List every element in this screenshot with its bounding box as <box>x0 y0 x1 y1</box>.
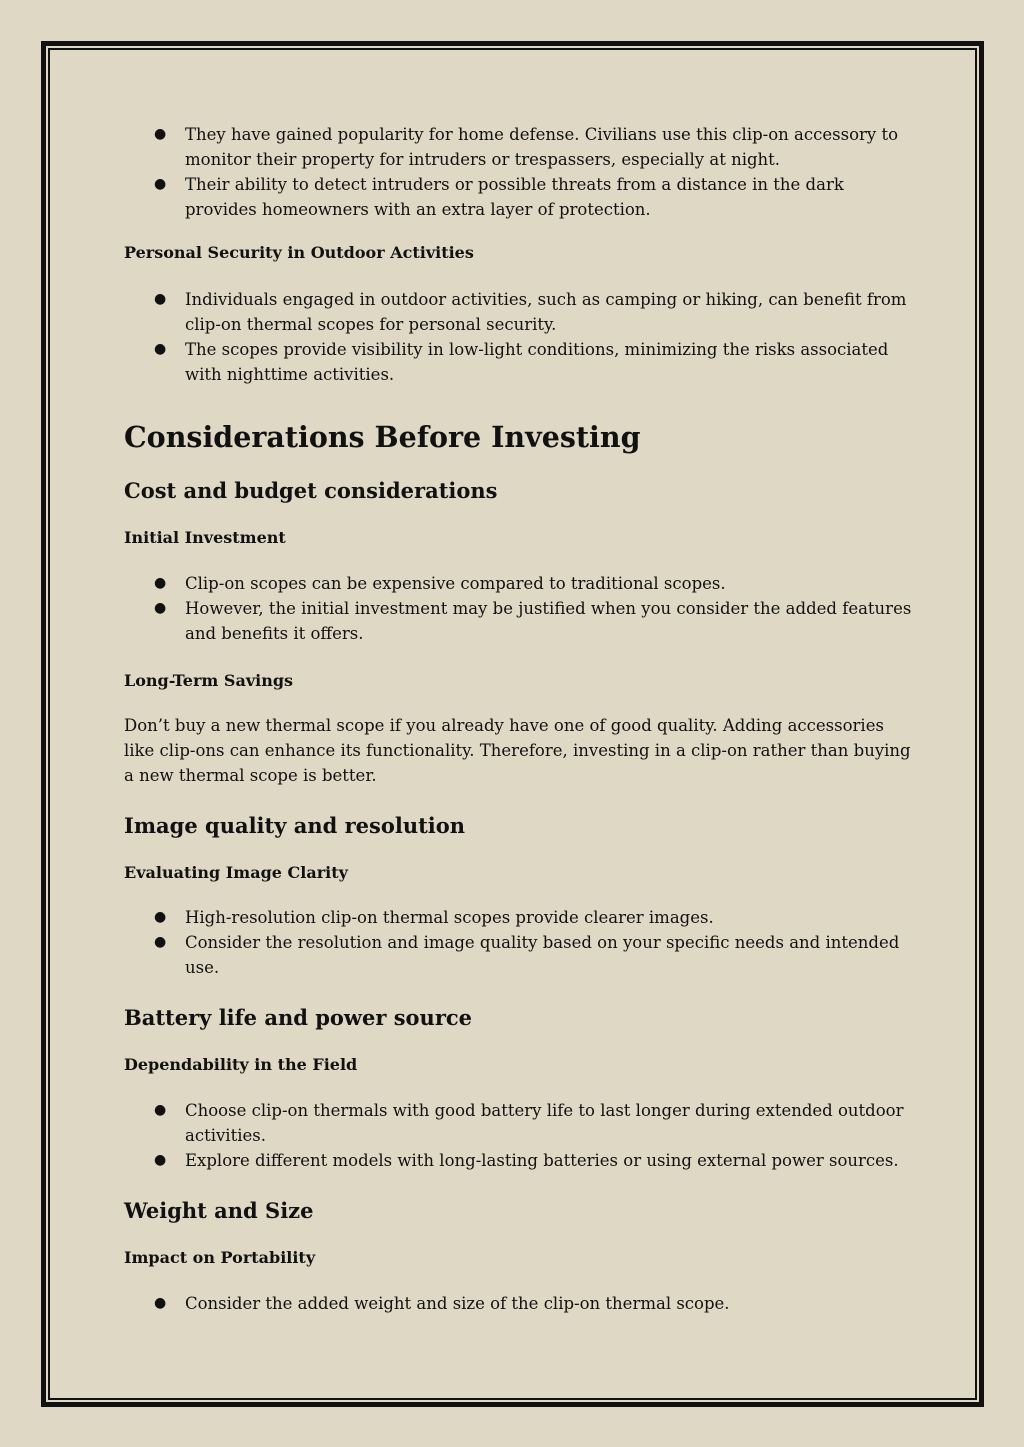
heading-long-term-savings: Long-Term Savings <box>124 671 294 690</box>
bullet-icon: ● <box>154 1102 167 1118</box>
heading-battery-life: Battery life and power source <box>124 1005 473 1030</box>
list-item: ● However, the initial investment may be justified when you consider the added features and benefits it offers. <box>124 596 914 646</box>
list-item: ● Clip-on scopes can be expensive compared to traditional scopes. <box>124 571 914 596</box>
bullet-icon: ● <box>154 291 167 307</box>
heading-cost-budget: Cost and budget considerations <box>124 478 498 503</box>
heading-considerations: Considerations Before Investing <box>124 420 641 454</box>
bullet-icon: ● <box>154 575 167 591</box>
personal-security-list <box>124 287 914 387</box>
heading-personal-security: Personal Security in Outdoor Activities <box>124 243 474 262</box>
list-item: ● They have gained popularity for home defense. Civilians use this clip-on accessory to monitor their property for intruders or trespassers, especially at night. <box>124 122 914 172</box>
list-item: ● The scopes provide visibility in low-light conditions, minimizing the risks associated with nighttime activities. <box>124 337 914 387</box>
bullet-icon: ● <box>154 1152 167 1168</box>
list-item: ● Consider the added weight and size of the clip-on thermal scope. <box>124 1291 914 1316</box>
heading-initial-investment: Initial Investment <box>124 528 286 547</box>
dependability-list <box>124 1098 914 1173</box>
list-item: ● Consider the resolution and image quality based on your specific needs and intended use. <box>124 930 914 980</box>
bullet-icon: ● <box>154 176 167 192</box>
long-term-savings-paragraph: Don’t buy a new thermal scope if you already have one of good quality. Adding accessories like clip-ons can enhance its functionality. Therefore, investing in a clip-on rather than buying a new thermal scope is better. <box>124 716 911 785</box>
heading-image-quality: Image quality and resolution <box>124 813 466 838</box>
image-clarity-list <box>124 905 914 980</box>
list-item: ● Choose clip-on thermals with good battery life to last longer during extended outdoor activities. <box>124 1098 914 1148</box>
initial-investment-list <box>124 571 914 646</box>
list-item: ● Individuals engaged in outdoor activities, such as camping or hiking, can benefit from clip-on thermal scopes for personal security. <box>124 287 914 337</box>
heading-portability: Impact on Portability <box>124 1248 316 1267</box>
list-item: ● Explore different models with long-lasting batteries or using external power sources. <box>124 1148 914 1173</box>
list-item: ● Their ability to detect intruders or possible threats from a distance in the dark provides homeowners with an extra layer of protection. <box>124 172 914 222</box>
document-body <box>124 120 914 1316</box>
home-defense-list <box>124 122 914 222</box>
portability-list <box>124 1291 914 1316</box>
bullet-icon: ● <box>154 909 167 925</box>
bullet-icon: ● <box>154 934 167 950</box>
bullet-icon: ● <box>154 600 167 616</box>
heading-image-clarity: Evaluating Image Clarity <box>124 863 348 882</box>
heading-dependability: Dependability in the Field <box>124 1055 358 1074</box>
list-item: ● High-resolution clip-on thermal scopes provide clearer images. <box>124 905 914 930</box>
bullet-icon: ● <box>154 126 167 142</box>
heading-weight-size: Weight and Size <box>124 1198 314 1223</box>
bullet-icon: ● <box>154 1295 167 1311</box>
bullet-icon: ● <box>154 341 167 357</box>
